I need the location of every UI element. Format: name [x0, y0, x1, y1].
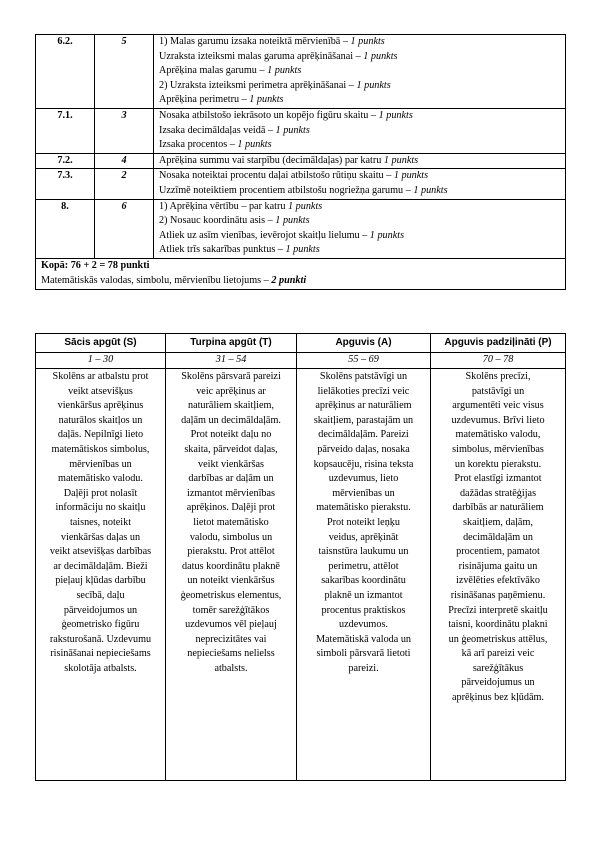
level-description-line: naturālos skaitļos un: [58, 414, 143, 426]
level-description-line: procentus praktiskos: [321, 604, 406, 616]
level-description-line: neprecizitātes vai: [195, 633, 267, 645]
level-description-line: Matemātiskā valoda un: [315, 633, 412, 645]
criteria-line: Aprēķina malas garumu – 1 punkts: [159, 65, 302, 77]
criteria-line: Aprēķina perimetru – 1 punkts: [159, 94, 284, 106]
levels-range-row: [36, 353, 566, 369]
level-description-line: un noteikt vienkāršus: [187, 575, 275, 587]
criteria-line: Izsaka procentos – 1 punkts: [159, 139, 272, 151]
task-number: 7.2.: [36, 153, 95, 169]
task-points: 6: [95, 199, 154, 258]
level-description-line: daļās. Nepilnīgi lieto: [57, 429, 144, 441]
level-description-line: skolotāja atbalsts.: [64, 662, 137, 674]
level-description-line: informāciju no skaitļu: [55, 502, 146, 514]
level-description-line: skaitļiem, daļām,: [463, 516, 533, 528]
level-description-line: decimāldaļām. Pareizi: [318, 429, 409, 441]
level-description-line: darbības ar daļām un: [188, 473, 274, 485]
level-description-line: veic aprēķinus ar: [196, 385, 266, 397]
level-description-line: kā arī pareizi veic: [461, 648, 535, 660]
level-description-line: skaita, pārveidot daļas,: [184, 443, 278, 455]
level-description-line: Prot elastīgi izmantot: [454, 473, 542, 485]
level-description-line: argumentēti veic visus: [452, 400, 544, 412]
criteria-line: Uzzīmē noteiktiem procentiem atbilstošu nogriežņa garumu – 1 punkts: [159, 184, 448, 196]
level-description-line: atbalsts.: [214, 662, 248, 674]
level-description-line: perimetru, attēlot: [328, 560, 399, 572]
level-description-line: naturāliem skaitļiem,: [187, 400, 274, 412]
summary-row: [36, 258, 566, 289]
task-points: 5: [95, 35, 154, 109]
level-description-line: pārveidojumus un: [461, 677, 535, 689]
level-description-line: izvēlēties efektīvāko: [455, 575, 540, 587]
level-description-line: vienkāršus aprēķinus: [57, 400, 144, 412]
level-description-line: ģeometriskus elementus,: [180, 589, 282, 601]
level-description-line: ar decimāldaļām. Bieži: [53, 560, 148, 572]
criteria-line: Izsaka decimāldaļas veidā – 1 punkts: [159, 124, 310, 136]
level-description-line: uzdevumus, lieto: [328, 473, 399, 485]
level-description: [297, 369, 431, 781]
levels-table: [35, 333, 566, 781]
level-description: [36, 369, 166, 781]
level-description-line: veikt atsevišķus: [68, 385, 133, 397]
level-title: Turpina apgūt (T): [166, 334, 297, 353]
criteria-description: [154, 35, 566, 109]
level-description-line: veikt atsevišķas darbības: [49, 546, 152, 558]
level-range: 1 – 30: [36, 353, 166, 369]
level-description-line: un korektu pierakstu.: [454, 458, 542, 470]
level-description-line: dažādas stratēģijas: [459, 487, 537, 499]
level-description-line: Skolēns pārsvarā pareizi: [181, 371, 281, 382]
level-description-line: uzdevumos.: [339, 619, 388, 631]
level-description-line: veidus, aprēķināt: [328, 531, 399, 543]
level-description-line: aprēķinus ar naturāliem: [315, 400, 412, 412]
level-description-line: raksturošanā. Uzdevumu: [49, 633, 152, 645]
level-description-line: matemātisko valodu,: [455, 429, 541, 441]
criteria-description: [154, 108, 566, 153]
criteria-line: Nosaka atbilstošo iekrāsoto un kopējo figūru skaitu – 1 punkts: [159, 109, 413, 121]
criteria-line: 1) Aprēķina vērtību – par katru 1 punkts: [159, 200, 323, 212]
criteria-row: [36, 108, 566, 153]
criteria-line: Nosaka noteiktai procentu daļai atbilstošo rūtiņu skaitu – 1 punkts: [159, 170, 429, 182]
criteria-line: Aprēķina summu vai starpību (decimāldaļas) par katru 1 punkts: [159, 154, 419, 166]
level-description-line: sarežģītākus: [472, 662, 524, 674]
language-criteria: Matemātiskās valodas, simbolu, mērvienību lietojums – 2 punkti: [41, 274, 307, 286]
level-description-line: secībā, daļu: [76, 589, 125, 601]
level-description-line: Skolēns ar atbalstu prot: [52, 371, 149, 382]
level-description-line: aprēķinos. Daļēji prot: [186, 502, 276, 514]
level-description-line: matemātiskos simbolus,: [51, 443, 150, 455]
level-description-line: sakarības koordinātu: [321, 575, 406, 587]
level-description-line: risināšanas paņēmienu.: [450, 589, 546, 601]
level-description-line: tomēr sarežģītākos: [192, 604, 270, 616]
level-range: 70 – 78: [431, 353, 566, 369]
level-description-line: pārveido daļas, nosaka: [317, 443, 410, 455]
level-description-line: pieļauj kļūdas darbību: [55, 575, 146, 587]
level-description-line: Skolēns precīzi,: [465, 371, 531, 382]
level-description-line: pārveidojumos un: [63, 604, 138, 616]
criteria-description: [154, 199, 566, 258]
level-description-line: risinājuma gaitu un: [458, 560, 538, 572]
level-description: [431, 369, 566, 781]
criteria-row: [36, 199, 566, 258]
level-title: Apguvis padziļināti (P): [431, 334, 566, 353]
criteria-table: [35, 34, 566, 290]
level-description-line: ģeometrisko figūru: [61, 619, 140, 631]
criteria-line: 2) Uzraksta izteiksmi perimetra aprēķināšanai – 1 punkts: [159, 79, 391, 91]
level-description-line: Precīzi interpretē skaitļu: [448, 604, 548, 616]
level-description-line: taisni, koordinātu plakni: [448, 619, 548, 631]
level-description-line: taisnes, noteikt: [69, 516, 132, 528]
level-description-line: izmantot mērvienības: [187, 487, 275, 499]
level-description-line: taisnstūra laukumu un: [318, 546, 409, 558]
criteria-description: [154, 169, 566, 199]
level-description-line: veikt vienkāršas: [198, 458, 264, 470]
level-description-line: Daļēji prot nolasīt: [63, 487, 138, 499]
level-description-line: simboli pārsvarā lietoti: [316, 648, 411, 660]
summary-cell: [36, 258, 566, 289]
level-description-line: kopsaucēju, risina teksta: [313, 458, 414, 470]
levels-description-row: [36, 369, 566, 781]
level-description-line: daļām un decimāldaļām.: [181, 414, 281, 426]
level-description-line: pareizi.: [348, 662, 379, 674]
task-points: 2: [95, 169, 154, 199]
level-description-line: pierakstu. Prot attēlot: [187, 546, 275, 558]
level-description-line: Prot noteikt daļu no: [190, 429, 272, 441]
criteria-line: 2) Nosauc koordinātu asis – 1 punkts: [159, 215, 310, 227]
level-description-line: vienkāršas daļas un: [60, 531, 141, 543]
level-description-line: un ģeometriskus attēlus,: [448, 633, 548, 645]
level-description-line: aprēķinus bez kļūdām.: [452, 692, 544, 704]
level-description-line: plaknē un izmantot: [324, 589, 403, 601]
level-description-line: Prot noteikt leņķu: [326, 516, 400, 528]
level-description-line: matemātisko pierakstu.: [316, 502, 411, 514]
level-description-line: lielākoties precīzi veic: [317, 385, 410, 397]
level-description-line: risināšanai nepieciešams: [50, 648, 151, 660]
level-description-line: skaitļiem, parastajām un: [313, 414, 414, 426]
level-description-line: mērvienības un: [332, 487, 395, 499]
level-range: 31 – 54: [166, 353, 297, 369]
level-description-line: datus koordinātu plaknē: [182, 560, 280, 572]
task-points: 4: [95, 153, 154, 169]
total-points: Kopā: 76 + 2 = 78 punkti: [41, 259, 150, 271]
level-title: Sācis apgūt (S): [36, 334, 166, 353]
level-title: Apguvis (A): [297, 334, 431, 353]
task-number: 7.1.: [36, 108, 95, 153]
criteria-row: [36, 153, 566, 169]
level-description: [166, 369, 297, 781]
level-description-line: mērvienības un: [69, 458, 132, 470]
level-description-line: uzdevumus. Brīvi lieto: [451, 414, 545, 426]
level-description-line: matemātisko valodu.: [58, 473, 143, 485]
level-description-line: procentiem, pamatot: [456, 546, 540, 558]
criteria-line: Uzraksta izteiksmi malas garuma aprēķināšanai – 1 punkts: [159, 50, 398, 62]
level-description-line: Skolēns patstāvīgi un: [319, 371, 408, 382]
level-description-line: darbībās ar naturāliem: [452, 502, 544, 514]
criteria-row: [36, 169, 566, 199]
task-number: 6.2.: [36, 35, 95, 109]
criteria-line: Atliek trīs sakarības punktus – 1 punkts: [159, 244, 320, 256]
criteria-row: [36, 35, 566, 109]
criteria-line: Atliek uz asīm vienības, ievērojot skaitļu lielumu – 1 punkts: [159, 229, 405, 241]
task-number: 7.3.: [36, 169, 95, 199]
level-description-line: nepieciešams nelielss: [187, 648, 275, 660]
level-description-line: lietot matemātisko: [193, 516, 269, 528]
levels-header-row: [36, 334, 566, 353]
level-description-line: patstāvīgi un: [471, 385, 525, 397]
level-description-line: uzdevumos vēl pieļauj: [185, 619, 277, 631]
level-description-line: simbolus, mērvienības: [452, 443, 544, 455]
level-range: 55 – 69: [297, 353, 431, 369]
level-description-line: valodu, simbolus un: [189, 531, 273, 543]
task-number: 8.: [36, 199, 95, 258]
criteria-line: 1) Malas garumu izsaka noteiktā mērvienībā – 1 punkts: [159, 36, 385, 47]
criteria-description: [154, 153, 566, 169]
task-points: 3: [95, 108, 154, 153]
level-description-line: decimāldaļām un: [463, 531, 533, 543]
